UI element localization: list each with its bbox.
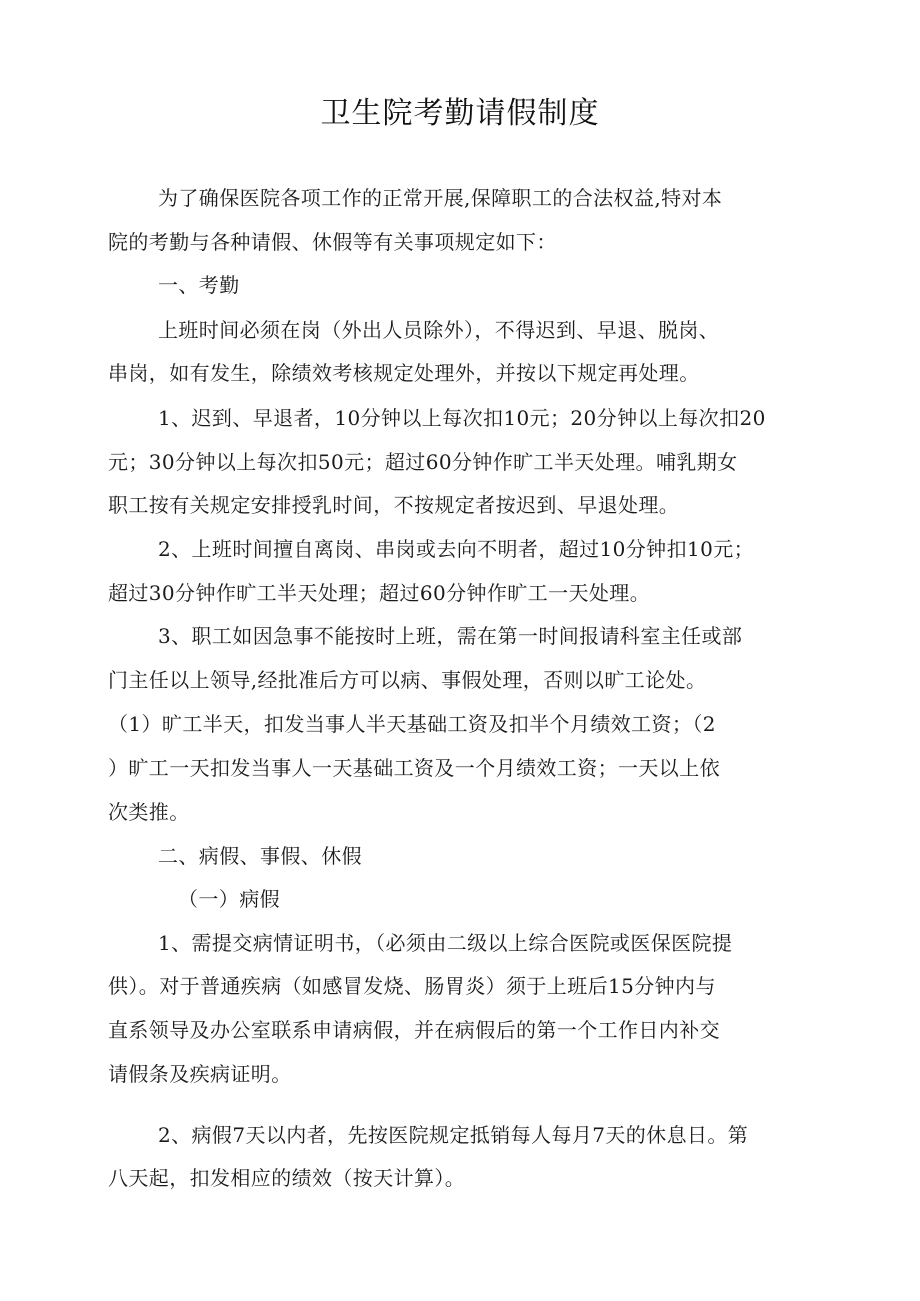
document-title: 卫生院考勤请假制度 [320, 96, 600, 131]
section-heading: 二、病假、事假、休假 [158, 844, 362, 868]
paragraph-line: 直系领导及办公室联系申请病假，并在病假后的第一个工作日内补交 [108, 1018, 720, 1042]
paragraph-line: 2、病假7天以内者，先按医院规定抵销每人每月7天的休息日。第 [158, 1123, 749, 1147]
paragraph-line: ）旷工一天扣发当事人一天基础工资及一个月绩效工资；一天以上依 [108, 756, 720, 780]
paragraph-line: 供）。对于普通疾病（如感冒发烧、肠胃炎）须于上班后15分钟内与 [108, 974, 716, 998]
paragraph-line: 院的考勤与各种请假、休假等有关事项规定如下： [108, 230, 557, 254]
paragraph-line: 职工按有关规定安排授乳时间，不按规定者按迟到、早退处理。 [108, 493, 680, 517]
paragraph-line: 次类推。 [108, 800, 190, 824]
paragraph-line: 门主任以上领导,经批准后方可以病、事假处理，否则以旷工论处。 [108, 668, 707, 692]
paragraph-line: 1、需提交病情证明书，（必须由二级以上综合医院或医保医院提 [158, 931, 733, 955]
paragraph-line: （1）旷工半天，扣发当事人半天基础工资及扣半个月绩效工资；（2 [108, 712, 716, 736]
paragraph-line: 八天起，扣发相应的绩效（按天计算）。 [108, 1166, 466, 1190]
paragraph-line: 2、上班时间擅自离岗、串岗或去向不明者，超过10分钟扣10元； [158, 537, 755, 561]
paragraph-line: 1、迟到、早退者，10分钟以上每次扣10元；20分钟以上每次扣20 [158, 406, 766, 430]
subsection-heading: （一）病假 [178, 887, 280, 911]
paragraph-line: 元；30分钟以上每次扣50元；超过60分钟作旷工半天处理。哺乳期女 [108, 450, 738, 474]
paragraph-line: 超过30分钟作旷工半天处理；超过60分钟作旷工一天处理。 [108, 581, 651, 605]
paragraph-line: 请假条及疾病证明。 [108, 1062, 292, 1086]
paragraph-line: 串岗，如有发生，除绩效考核规定处理外，并按以下规定再处理。 [108, 361, 700, 385]
paragraph-line: 为了确保医院各项工作的正常开展,保障职工的合法权益,特对本 [158, 186, 723, 210]
paragraph-line: 3、职工如因急事不能按时上班，需在第一时间报请科室主任或部 [158, 624, 743, 648]
paragraph-line: 上班时间必须在岗（外出人员除外），不得迟到、早退、脱岗、 [158, 318, 720, 342]
section-heading: 一、考勤 [158, 273, 240, 297]
